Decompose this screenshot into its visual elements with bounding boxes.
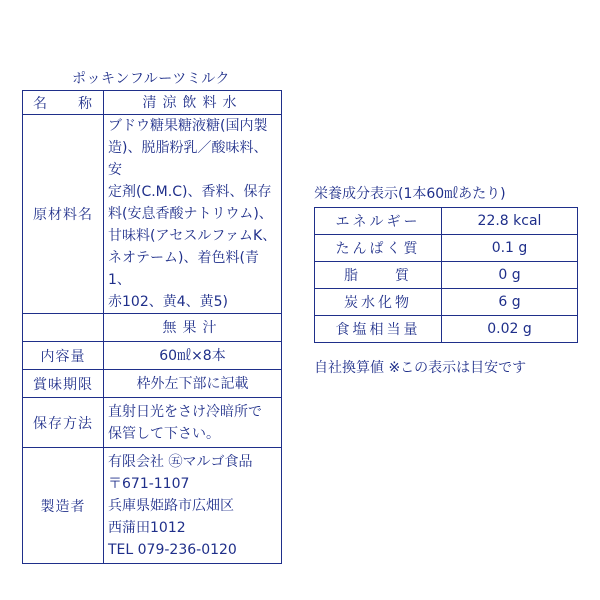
juice-value: 無果汁: [104, 314, 282, 342]
nutrient-name: 炭水化物: [315, 289, 442, 316]
ingredients-line: 定剤(C.M.C)、香料、保存: [108, 184, 272, 200]
name-header: 名 称: [23, 91, 104, 115]
ingredients-line: 造)、脱脂粉乳／酸味料、安: [108, 140, 268, 178]
nutrient-value: 0 g: [442, 262, 578, 289]
nutrient-name: 食塩相当量: [315, 316, 442, 343]
table-row: [315, 262, 578, 289]
nutrition-note: 自社換算値 ※この表示は目安です: [314, 360, 527, 376]
juice-header: [23, 314, 104, 342]
table-row: [23, 115, 282, 314]
ingredients-line: 甘味料(アセスルファムK、: [108, 228, 277, 244]
table-row: [23, 448, 282, 564]
product-title: ポッキンフルーツミルク: [72, 71, 230, 87]
nutrient-name: 脂 質: [315, 262, 442, 289]
expiry-header: 賞味期限: [23, 370, 104, 398]
ingredients-header: 原材料名: [23, 115, 104, 314]
manufacturer-line: 西蒲田1012: [108, 519, 186, 536]
nutrient-value: 22.8 kcal: [442, 208, 578, 235]
nutrition-title: 栄養成分表示(1本60㎖あたり): [314, 186, 506, 202]
storage-value: [104, 398, 282, 448]
nutrient-value: 0.02 g: [442, 316, 578, 343]
table-row: [23, 314, 282, 342]
content-header: 内容量: [23, 342, 104, 370]
storage-line: 直射日光をさけ冷暗所で: [108, 403, 262, 420]
table-row: [315, 289, 578, 316]
manufacturer-header: 製造者: [23, 448, 104, 564]
nutrient-name: エネルギー: [315, 208, 442, 235]
manufacturer-value: [104, 448, 282, 564]
nutrient-name: たんぱく質: [315, 235, 442, 262]
ingredients-line: 料(安息香酸ナトリウム)、: [108, 206, 273, 222]
ingredients-line: ネオテーム)、着色料(青1、: [108, 250, 259, 288]
ingredients-value: [104, 115, 282, 314]
name-value: 清涼飲料水: [104, 91, 282, 115]
storage-header: 保存方法: [23, 398, 104, 448]
storage-line: 保管して下さい。: [108, 425, 220, 442]
manufacturer-line: 兵庫県姫路市広畑区: [108, 497, 234, 514]
table-row: [23, 398, 282, 448]
table-row: [23, 91, 282, 115]
content-value: 60㎖×8本: [104, 342, 282, 370]
nutrient-value: 0.1 g: [442, 235, 578, 262]
table-row: [315, 208, 578, 235]
ingredient-label-table: [22, 90, 282, 564]
expiry-value: 枠外左下部に記載: [104, 370, 282, 398]
manufacturer-line: 有限会社 ㊄マルゴ食品: [108, 453, 253, 470]
ingredients-line: 赤102、黄4、黄5): [108, 294, 228, 310]
manufacturer-line: TEL 079-236-0120: [108, 541, 237, 558]
manufacturer-line: 〒671-1107: [108, 475, 190, 492]
table-row: [23, 370, 282, 398]
ingredients-line: ブドウ糖果糖液糖(国内製: [108, 118, 268, 134]
nutrition-table: [314, 207, 578, 343]
table-row: [23, 342, 282, 370]
nutrient-value: 6 g: [442, 289, 578, 316]
table-row: [315, 316, 578, 343]
table-row: [315, 235, 578, 262]
